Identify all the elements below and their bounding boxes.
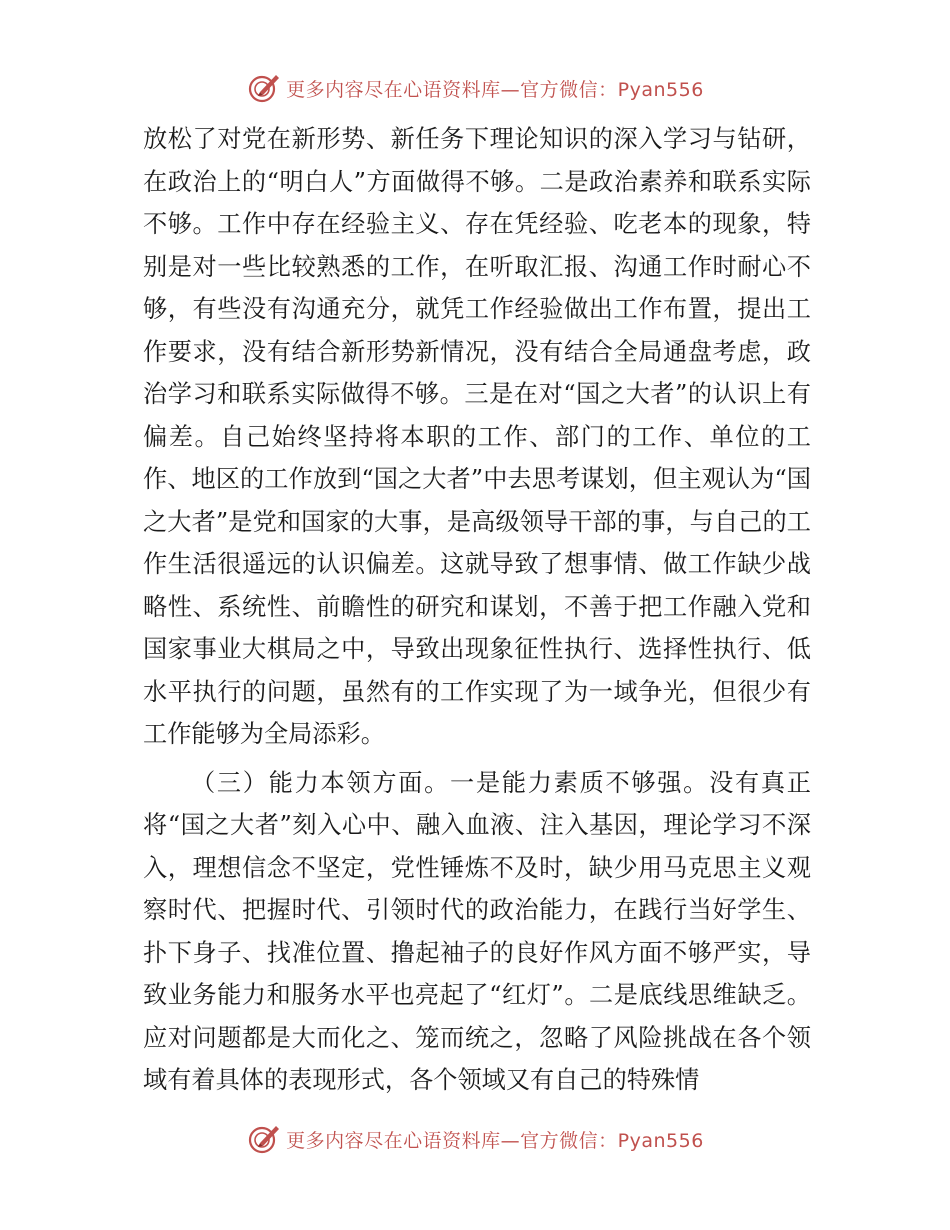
pen-seal-logo-icon [246, 1121, 282, 1157]
paragraph-2: （三）能力本领方面。一是能力素质不够强。没有真正将“国之大者”刻入心中、融入血液、注入基因，理论学习不深入，理想信念不坚定，党性锤炼不及时，缺少用马克思主义观察时代、把握时代、引领时代的政治能力，在践行当好学生、扑下身子、找准位置、撸起袖子的良好作风方面不够严实，导致业务能力和服务水平也亮起了“红灯”。二是底线思维缺乏。应对问题都是大而化之、笼而统之，忽略了风险挑战在各个领域有着具体的表现形式，各个领域又有自己的特殊情 [143, 768, 811, 1094]
header-banner-text: 更多内容尽在心语资料库—官方微信：Pyan556 [286, 78, 704, 101]
paragraph-1: 放松了对党在新形势、新任务下理论知识的深入学习与钻研，在政治上的“明白人”方面做得不够。二是政治素养和联系实际不够。工作中存在经验主义、存在凭经验、吃老本的现象，特别是对一些比较熟悉的工作，在听取汇报、沟通工作时耐心不够，有些没有沟通充分，就凭工作经验做出工作布置，提出工作要求，没有结合新形势新情况，没有结合全局通盘考虑，政治学习和联系实际做得不够。三是在对“国之大者”的认识上有偏差。自己始终坚持将本职的工作、部门的工作、单位的工作、地区的工作放到“国之大者”中去思考谋划，但主观认为“国之大者”是党和国家的大事，是高级领导干部的事，与自己的工作生活很遥远的认识偏差。这就导致了想事情、做工作缺少战略性、系统性、前瞻性的研究和谋划，不善于把工作融入党和国家事业大棋局之中，导致出现象征性执行、选择性执行、低水平执行的问题，虽然有的工作实现了为一域争光，但很少有工作能够为全局添彩。 [143, 125, 811, 748]
header-banner [0, 66, 950, 110]
pen-seal-logo-icon [246, 70, 282, 106]
document-body [143, 118, 811, 1102]
footer-banner-text: 更多内容尽在心语资料库—官方微信：Pyan556 [286, 1129, 704, 1152]
footer-banner [0, 1117, 950, 1161]
